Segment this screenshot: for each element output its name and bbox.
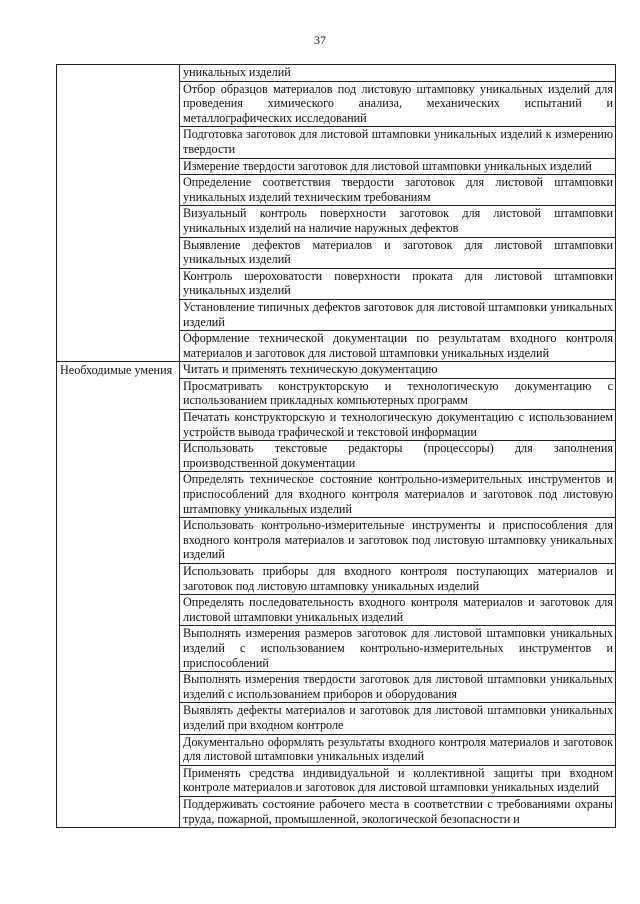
row-group-label-text <box>60 65 177 66</box>
requirement-item: Поддерживать состояние рабочего места в соответствии с требованиями охраны труда, пожарной, промышленной, экологической безопасности и <box>180 796 616 827</box>
requirement-item: Использовать приборы для входного контроля поступающих материалов и заготовок под листовую штамповку уникальных изделий <box>180 564 616 595</box>
requirement-item: Определять техническое состояние контрольно-измерительных инструментов и приспособлений для входного контроля материалов и заготовок под листовую штамповку уникальных изделий <box>180 472 616 518</box>
requirement-item: Установление типичных дефектов заготовок для листовой штамповки уникальных изделий <box>180 299 616 330</box>
row-group-label <box>57 362 180 828</box>
requirement-item: Подготовка заготовок для листовой штамповки уникальных изделий к измерению твердости <box>180 127 616 158</box>
requirement-item: Контроль шероховатости поверхности проката для листовой штамповки уникальных изделий <box>180 268 616 299</box>
requirement-item: Печатать конструкторскую и технологическую документацию с использованием устройств вывода графической и текстовой информации <box>180 410 616 441</box>
requirement-item: Выполнять измерения твердости заготовок для листовой штамповки уникальных изделий с использованием приборов и оборудования <box>180 672 616 703</box>
requirement-item: Отбор образцов материалов под листовую штамповку уникальных изделий для проведения химического анализа, механических испытаний и металлографических исследований <box>180 81 616 127</box>
requirement-item: Документально оформлять результаты входного контроля материалов и заготовок для листовой штамповки уникальных изделий <box>180 734 616 765</box>
requirement-item: Использовать текстовые редакторы (процессоры) для заполнения производственной документации <box>180 441 616 472</box>
page-number: 37 <box>314 33 326 47</box>
requirement-item: Выявлять дефекты материалов и заготовок для листовой штамповки уникальных изделий при входном контроле <box>180 703 616 734</box>
table-row <box>57 65 616 82</box>
requirement-item: Использовать контрольно-измерительные инструменты и приспособления для входного контроля материалов и заготовок под листовую штамповку уникальных изделий <box>180 518 616 564</box>
row-group-label <box>57 65 180 362</box>
row-group-label-text: Необходимые умения <box>60 363 173 378</box>
requirements-table <box>56 64 616 828</box>
requirement-item: Выполнять измерения размеров заготовок для листовой штамповки уникальных изделий с использованием контрольно-измерительных инструментов и приспособлений <box>180 626 616 672</box>
requirement-item: Применять средства индивидуальной и коллективной защиты при входном контроле материалов и заготовок для листовой штамповки уникальных изделий <box>180 765 616 796</box>
requirement-item: Определять последовательность входного контроля материалов и заготовок для листовой штамповки уникальных изделий <box>180 595 616 626</box>
requirement-item: Выявление дефектов материалов и заготовок для листовой штамповки уникальных изделий <box>180 237 616 268</box>
requirement-item: Определение соответствия твердости заготовок для листовой штамповки уникальных изделий техническим требованиям <box>180 175 616 206</box>
requirement-item: Читать и применять техническую документацию <box>180 362 616 379</box>
table-row <box>57 362 616 379</box>
requirement-item: Визуальный контроль поверхности заготовок для листовой штамповки уникальных изделий на наличие наружных дефектов <box>180 206 616 237</box>
requirement-item: Оформление технической документации по результатам входного контроля материалов и заготовок для листовой штамповки уникальных изделий <box>180 331 616 362</box>
requirement-item: Измерение твердости заготовок для листовой штамповки уникальных изделий <box>180 158 616 175</box>
requirement-item: уникальных изделий <box>180 65 616 82</box>
requirement-item: Просматривать конструкторскую и технологическую документацию с использованием прикладных компьютерных программ <box>180 378 616 409</box>
